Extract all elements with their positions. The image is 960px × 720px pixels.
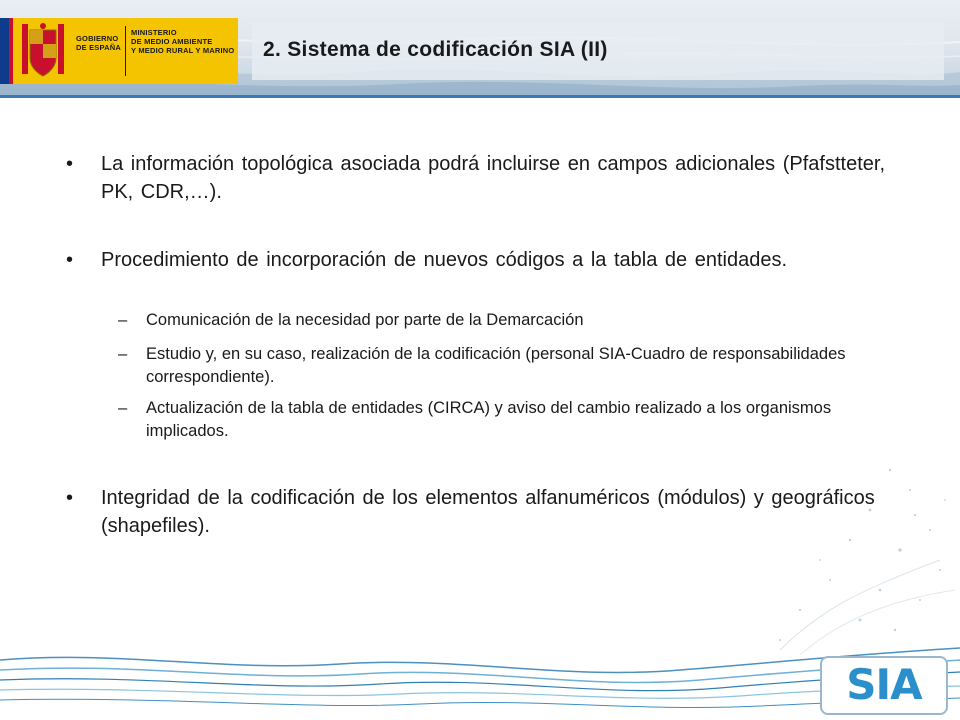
bullet-item xyxy=(66,484,890,540)
sub-bullet-symbol: – xyxy=(118,311,128,329)
ministry-line: Y MEDIO RURAL Y MARINO xyxy=(131,46,235,55)
sub-bullet-symbol: – xyxy=(118,345,128,363)
sub-bullet-item xyxy=(118,309,890,332)
bullet-symbol: • xyxy=(66,153,74,175)
bullet-item xyxy=(66,150,890,206)
bullet-item xyxy=(66,246,890,274)
bullet-symbol: • xyxy=(66,249,74,271)
slide-title: 2. Sistema de codificación SIA (II) xyxy=(263,38,608,61)
sub-bullet-text: Actualización de la tabla de entidades (CIRCA) y aviso del cambio realizado a los organismos implicados. xyxy=(146,399,832,440)
sub-bullet-text: Estudio y, en su caso, realización de la codificación (personal SIA-Cuadro de responsabilidades correspondiente). xyxy=(146,345,846,386)
ministry-line: MINISTERIO xyxy=(131,28,177,37)
bullet-text: Procedimiento de incorporación de nuevos códigos a la tabla de entidades. xyxy=(101,249,787,271)
bullet-symbol: • xyxy=(66,487,74,509)
sub-bullet-text: Comunicación de la necesidad por parte de la Demarcación xyxy=(146,311,584,329)
sub-bullet-item xyxy=(118,397,890,443)
sia-logo-text: SIA xyxy=(846,660,922,709)
bullet-text: La información topológica asociada podrá incluirse en campos adicionales (Pfafstteter, PK, CDR,…). xyxy=(101,153,885,203)
ministry-line: DE MEDIO AMBIENTE xyxy=(131,37,213,46)
bullet-text: Integridad de la codificación de los elementos alfanuméricos (módulos) y geográficos (shapefiles). xyxy=(101,487,875,537)
gov-line: DE ESPAÑA xyxy=(76,43,122,52)
sia-logo xyxy=(820,656,948,715)
footer-waves xyxy=(0,600,960,720)
gov-line: GOBIERNO xyxy=(76,34,119,43)
sub-bullet-symbol: – xyxy=(118,399,128,417)
sub-bullet-item xyxy=(118,343,890,389)
